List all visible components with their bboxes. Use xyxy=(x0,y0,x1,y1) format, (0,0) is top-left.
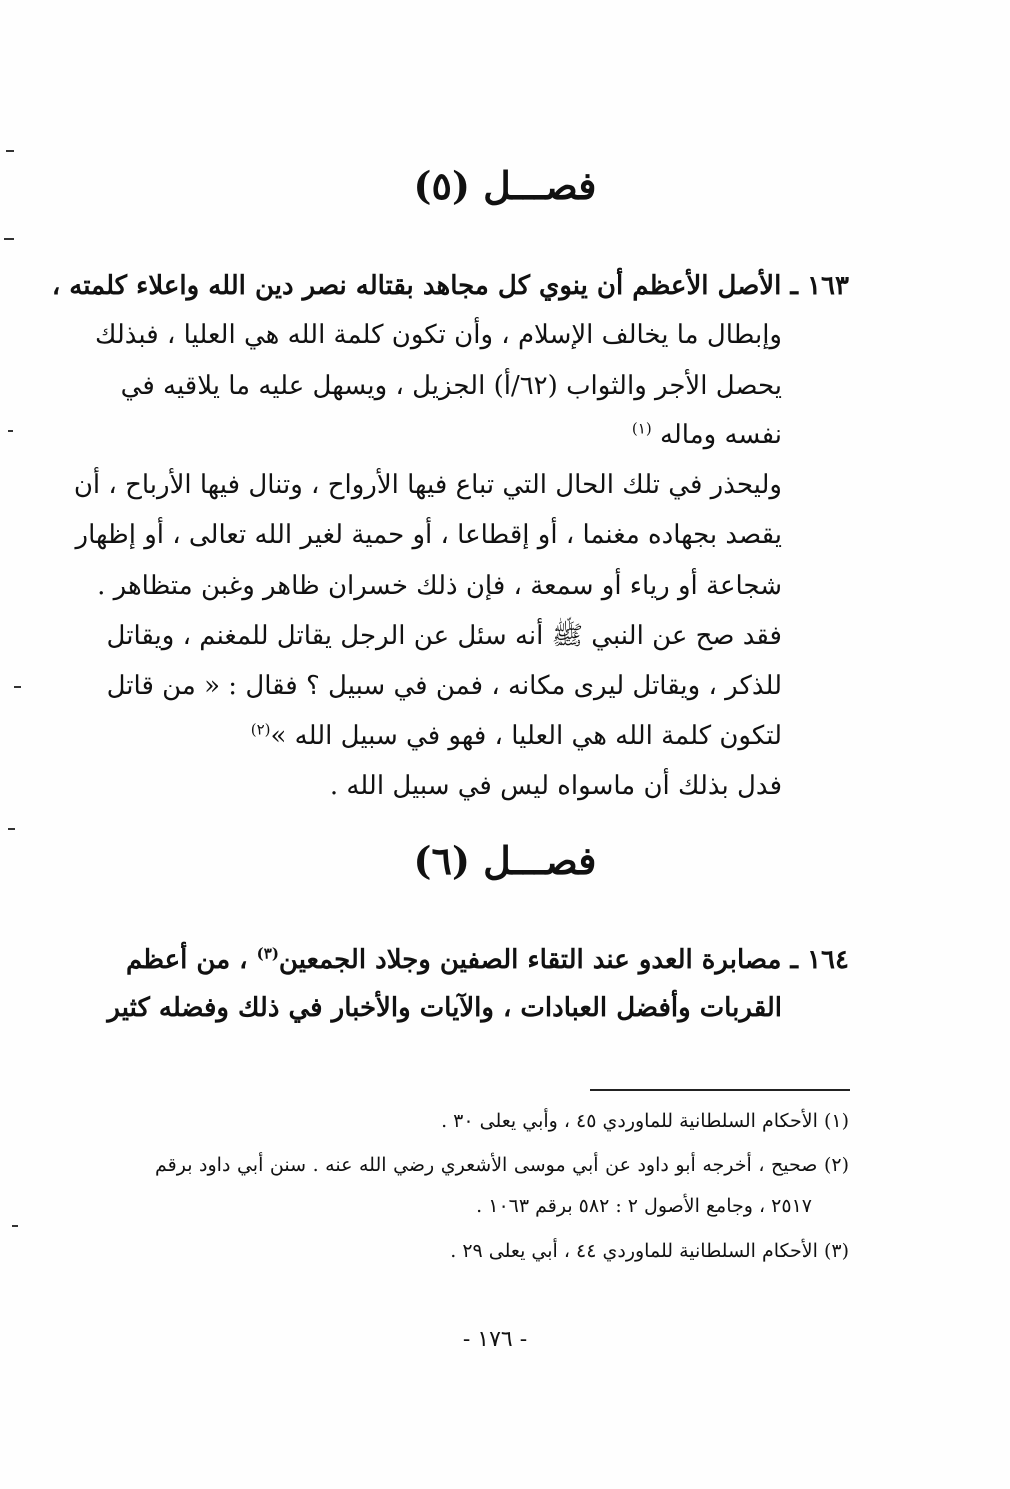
text-line xyxy=(155,415,782,455)
section-heading-5: فصـــل (٥) xyxy=(413,163,597,208)
scan-speck xyxy=(8,430,13,432)
footnote-2-cont: ٢٥١٧ ، وجامع الأصول ٢ : ٥٨٢ برقم ١٠٦٣ . xyxy=(476,1195,812,1217)
footnote-ref: (١) xyxy=(631,419,652,438)
scan-speck xyxy=(4,238,14,240)
scan-speck xyxy=(12,1225,18,1227)
text-line: فدل بذلك أن ماسواه ليس في سبيل الله . xyxy=(329,771,782,801)
text-line: القربات وأفضل العبادات ، والآيات والأخبار في ذلك وفضله كثير xyxy=(107,993,782,1023)
text-line: شجاعة أو رياء أو سمعة ، فإن ذلك خسران ظاهر وغبن متظاهر . xyxy=(97,571,782,601)
footnote-1: (١) الأحكام السلطانية للماوردي ٤٥ ، وأبي يعلى ٣٠ . xyxy=(441,1110,849,1132)
footnote-ref: (٢) xyxy=(250,720,271,739)
section-heading-6: فصـــل (٦) xyxy=(413,838,597,883)
text-run: نفسه وماله xyxy=(659,420,782,450)
text-line: فقد صح عن النبي ﷺ أنه سئل عن الرجل يقاتل للمغنم ، ويقاتل xyxy=(106,621,782,651)
footnote-3: (٣) الأحكام السلطانية للماوردي ٤٤ ، أبي يعلى ٢٩ . xyxy=(450,1240,849,1262)
text-line: وإبطال ما يخالف الإسلام ، وأن تكون كلمة الله هي العليا ، فبذلك xyxy=(94,320,782,350)
scan-speck xyxy=(8,828,15,830)
footnote-divider xyxy=(590,1089,850,1091)
text-line xyxy=(155,716,782,756)
text-line: يقصد بجهاده مغنما ، أو إقطاعا ، أو حمية لغير الله تعالى ، أو إظهار xyxy=(75,520,782,550)
text-line: يحصل الأجر والثواب (٦٢/أ) الجزيل ، ويسهل عليه ما يلاقيه في xyxy=(120,371,782,401)
text-line xyxy=(125,940,849,980)
text-run: ١٦٤ ـ مصابرة العدو عند التقاء الصفين وجلاد الجمعين xyxy=(278,945,849,975)
page-number: - ١٧٦ - xyxy=(462,1327,528,1352)
text-run: ، من أعظم xyxy=(125,945,248,975)
text-line: وليحذر في تلك الحال التي تباع فيها الأرواح ، وتنال فيها الأرباح ، أن xyxy=(73,470,782,500)
scan-speck xyxy=(6,150,14,152)
footnote-ref: (٣) xyxy=(256,944,279,963)
footnote-2: (٢) صحيح ، أخرجه أبو داود عن أبي موسى الأشعري رضي الله عنه . سنن أبي داود برقم xyxy=(155,1154,849,1176)
scan-speck xyxy=(14,686,21,688)
text-line: ١٦٣ ـ الأصل الأعظم أن ينوي كل مجاهد بقتاله نصر دين الله واعلاء كلمته ، xyxy=(51,271,849,301)
text-line: للذكر ، ويقاتل ليرى مكانه ، فمن في سبيل ؟ فقال : « من قاتل xyxy=(106,671,782,701)
text-run: لتكون كلمة الله هي العليا ، فهو في سبيل الله » xyxy=(270,721,782,751)
